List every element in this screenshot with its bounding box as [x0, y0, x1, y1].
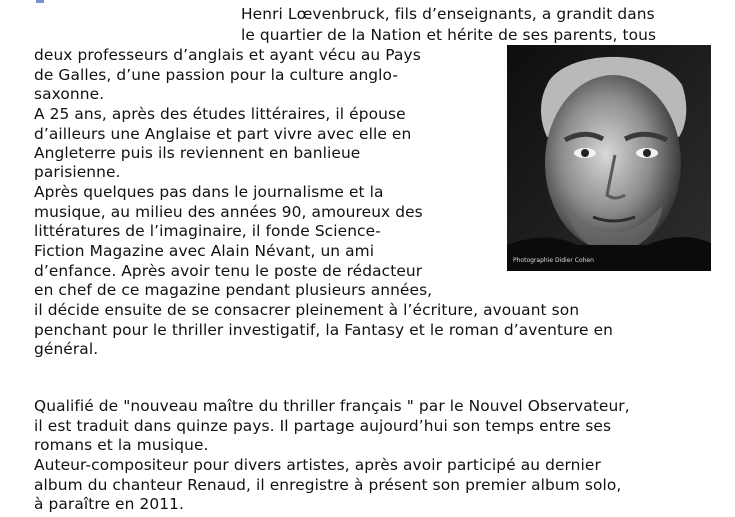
text-line: à paraître en 2011. — [34, 495, 185, 513]
text-line: de Galles, d’une passion pour la culture anglo- — [34, 66, 398, 84]
text-line: saxonne. — [34, 85, 105, 103]
text-line: Qualifié de "nouveau maître du thriller français " par le Nouvel Observateur, — [34, 397, 630, 415]
text-line: A 25 ans, après des études littéraires, il épouse — [34, 105, 406, 123]
text-line: Après quelques pas dans le journalisme et la — [34, 183, 384, 201]
photo-credit: Photographie Didier Cohen — [513, 257, 594, 264]
author-portrait-photo — [507, 45, 711, 271]
text-line: il est traduit dans quinze pays. Il partage aujourd’hui son temps entre ses — [34, 417, 612, 435]
text-line: musique, au milieu des années 90, amoureux des — [34, 203, 423, 221]
portrait-illustration — [507, 45, 711, 271]
text-line: Henri Lœvenbruck, fils d’enseignants, a grandit dans — [241, 5, 655, 23]
text-line: Angleterre puis ils reviennent en banlieue — [34, 144, 361, 162]
text-line: il décide ensuite de se consacrer pleinement à l’écriture, avouant son — [34, 301, 580, 319]
text-line: album du chanteur Renaud, il enregistre à présent son premier album solo, — [34, 476, 622, 494]
text-line: penchant pour le thriller investigatif, la Fantasy et le roman d’aventure en — [34, 321, 614, 339]
text-line: le quartier de la Nation et hérite de ses parents, tous — [241, 26, 657, 44]
text-line: deux professeurs d’anglais et ayant vécu au Pays — [34, 46, 421, 64]
text-line: Auteur-compositeur pour divers artistes, après avoir participé au dernier — [34, 456, 601, 474]
text-line: général. — [34, 340, 99, 358]
text-line: parisienne. — [34, 163, 121, 181]
text-line: Fiction Magazine avec Alain Névant, un ami — [34, 242, 375, 260]
text-line: littératures de l’imaginaire, il fonde Science- — [34, 222, 381, 240]
text-line: en chef de ce magazine pendant plusieurs années, — [34, 281, 433, 299]
text-line: d’ailleurs une Anglaise et part vivre avec elle en — [34, 125, 412, 143]
text-line: romans et la musique. — [34, 436, 209, 454]
corner-mark — [36, 0, 44, 3]
text-line: d’enfance. Après avoir tenu le poste de rédacteur — [34, 262, 423, 280]
